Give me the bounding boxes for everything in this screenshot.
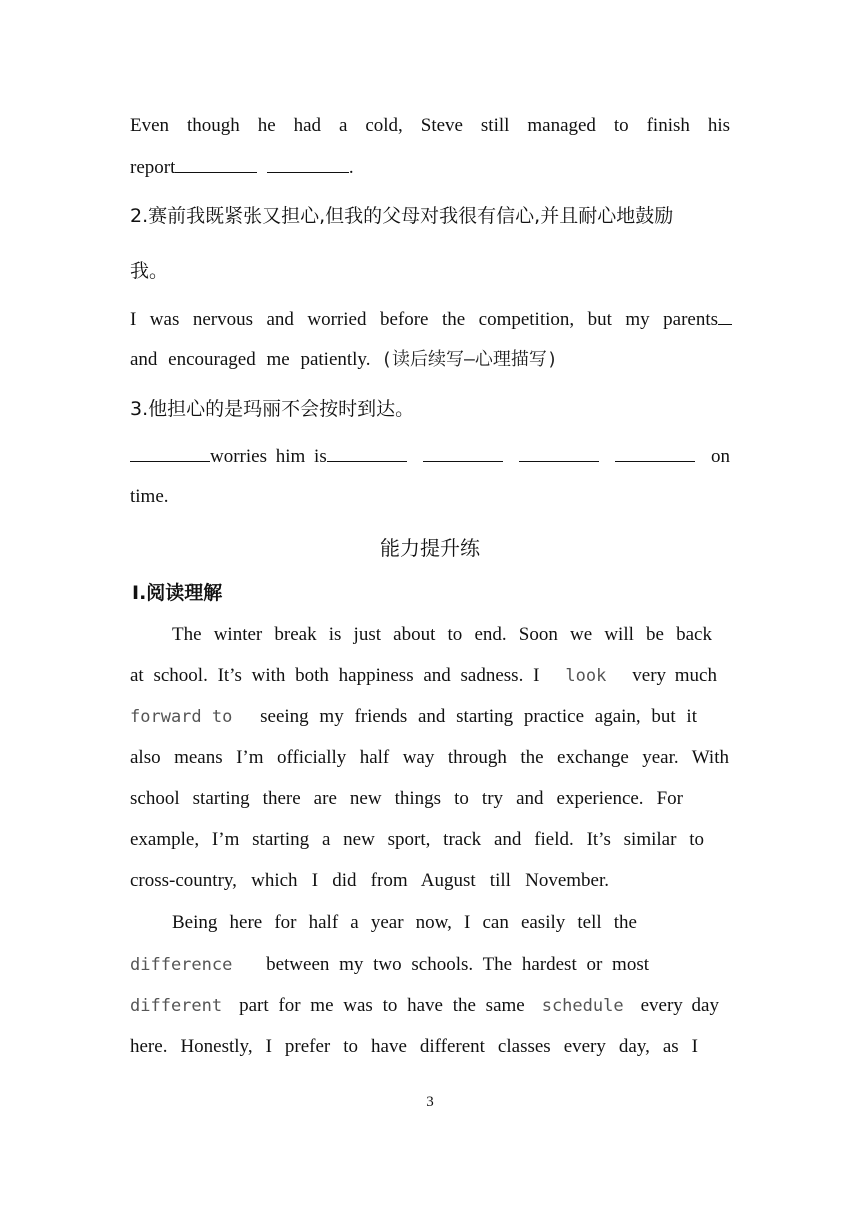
page-number: 3: [426, 1094, 434, 1110]
q2-english-line1: [130, 306, 732, 333]
passage-p1-line2: [130, 663, 717, 689]
q1-prefix: report: [130, 157, 176, 178]
q2-blank[interactable]: [718, 306, 732, 325]
passage-p2-line2: [130, 952, 649, 978]
q1-blank-2[interactable]: [267, 154, 349, 173]
passage-text: at school. It’s with both happiness and sadness. I: [130, 665, 540, 686]
passage-p1-line6: example, I’m starting a new sport, track and field. It’s similar to: [130, 829, 704, 850]
passage-p1-line1: The winter break is just about to end. Soon we will be back: [172, 624, 712, 645]
subsection-title: Ⅰ.阅读理解: [132, 582, 223, 604]
q3-english-line1: [130, 443, 730, 470]
passage-p2-line1: Being here for half a year now, I can easily tell the: [172, 912, 637, 933]
q1-sentence-line2: [130, 154, 730, 181]
q3-mid-text: worries him is: [210, 446, 327, 467]
passage-p2-line4: here. Honestly, I prefer to have different classes every day, as I: [130, 1036, 698, 1057]
section-title: 能力提升练: [380, 536, 480, 560]
passage-keyword: schedule: [541, 996, 624, 1016]
q2-chinese-text: 赛前我既紧张又担心,但我的父母对我很有信心,并且耐心地鼓励: [148, 205, 674, 227]
q3-english-line2: time.: [130, 486, 169, 507]
passage-keyword: different: [130, 996, 223, 1016]
passage-p1-line5: school starting there are new things to try and experience. For: [130, 788, 683, 809]
q3-blank-3[interactable]: [423, 443, 503, 462]
q2-chinese-line2: 我。: [130, 260, 169, 282]
passage-text: seeing my friends and starting practice again, but it: [260, 706, 697, 727]
q3-blank-4[interactable]: [519, 443, 599, 462]
q1-sentence-line1: Even though he had a cold, Steve still managed to finish his: [130, 115, 730, 136]
q2-chinese-line1: [130, 203, 730, 229]
q2-english-line2: [130, 347, 730, 373]
passage-p2-line3: [130, 993, 719, 1019]
q3-blank-2[interactable]: [327, 443, 407, 462]
q1-period: .: [348, 157, 354, 178]
passage-text: very much: [632, 665, 717, 686]
q2-english-text: I was nervous and worried before the competition, but my parents: [130, 309, 718, 330]
passage-p1-line7: cross-country, which I did from August till November.: [130, 870, 609, 891]
passage-text: between my two schools. The hardest or most: [266, 954, 649, 975]
q2-english-text-2: and encouraged me patiently.: [130, 349, 371, 370]
q3-blank-1[interactable]: [130, 443, 210, 462]
passage-p1-line4: also means I’m officially half way through the exchange year. With: [130, 747, 729, 768]
passage-keyword: look: [565, 666, 607, 686]
q2-number: 2.: [130, 205, 149, 227]
q3-chinese: 3.他担心的是玛丽不会按时到达。: [130, 398, 415, 420]
q1-blank-1[interactable]: [175, 154, 257, 173]
q3-blank-5[interactable]: [615, 443, 695, 462]
passage-text: every day: [640, 995, 719, 1016]
passage-p1-line3: [130, 704, 697, 730]
passage-keyword: forward to: [130, 707, 233, 727]
q2-note: (读后续写—心理描写): [381, 349, 558, 370]
passage-keyword: difference: [130, 955, 233, 975]
q3-end-word: on: [710, 446, 730, 467]
passage-text: part for me was to have the same: [239, 995, 525, 1016]
